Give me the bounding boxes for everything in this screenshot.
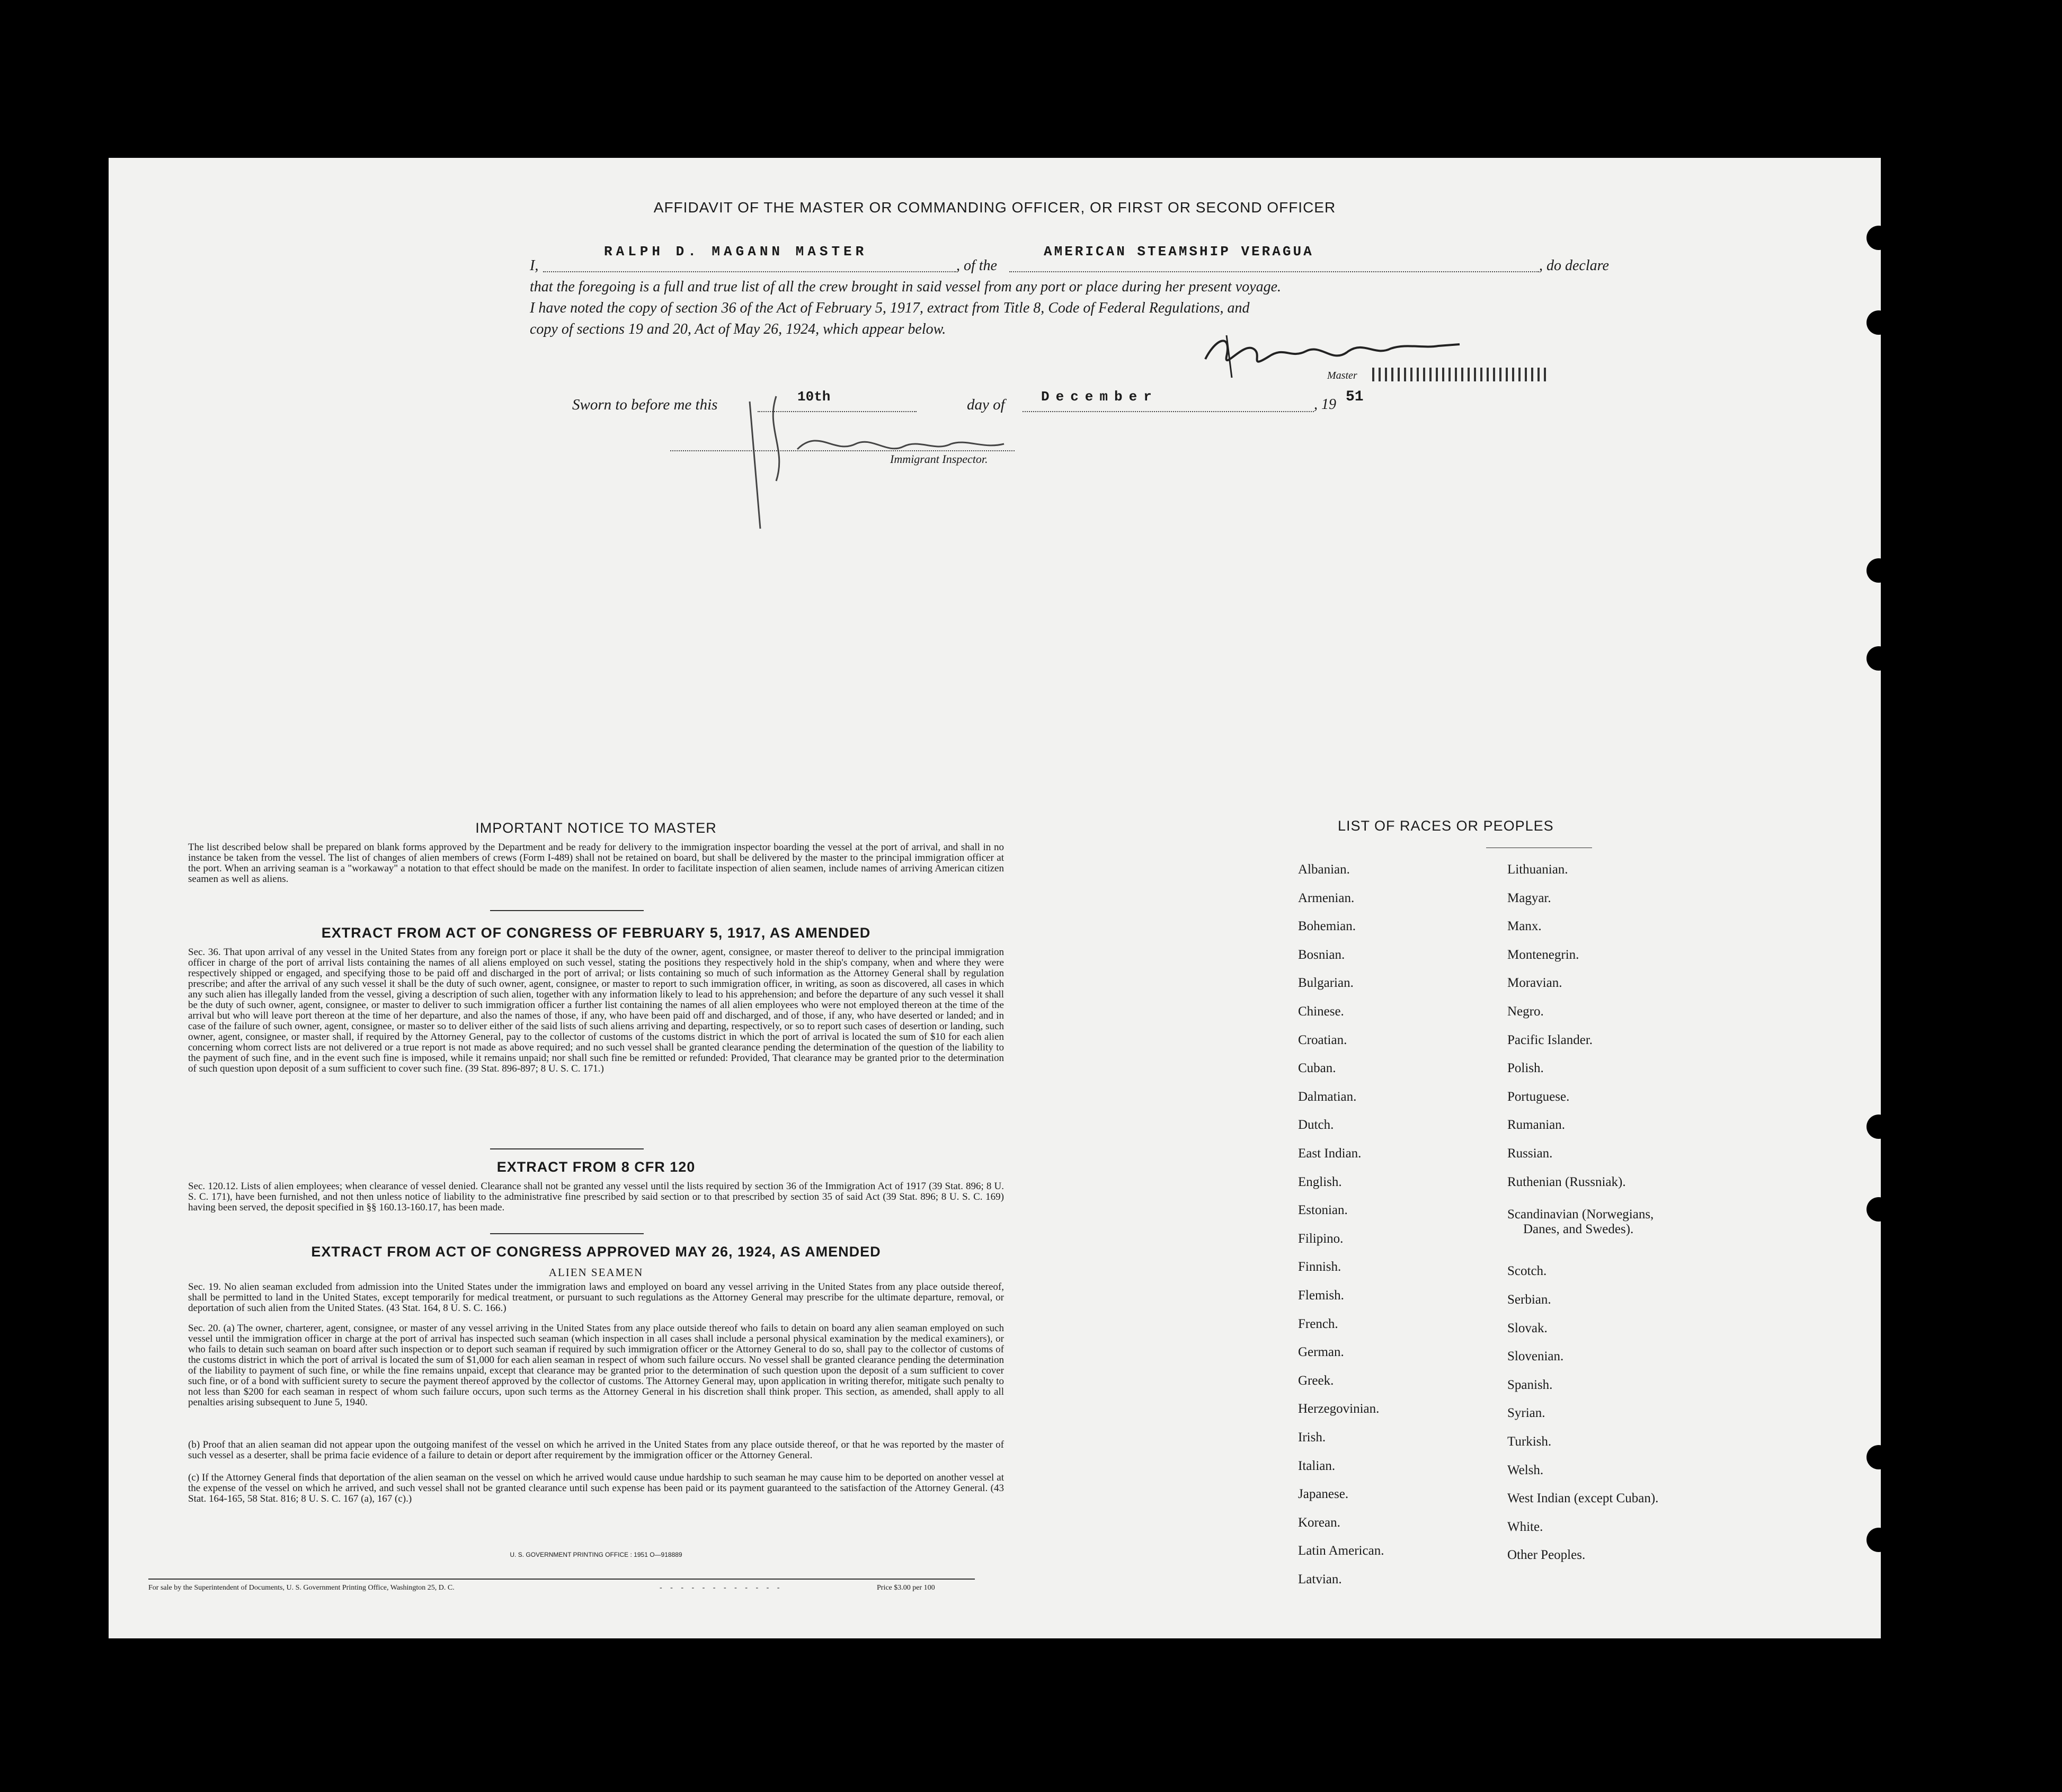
race-item: Moravian. [1507,976,1562,991]
notice-title: IMPORTANT NOTICE TO MASTER [475,820,717,836]
extract-1924-sec20b: (b) Proof that an alien seaman did not appear upon the outgoing manifest of the vessel on which he arrived in the United States from any place outside thereof, or that he was reported by the master of such vessel as a deserter, shall be prima facie evidence of a failure to detain or deport after requirement by the immigration officer or the Attorney General. [188,1439,1004,1461]
inspector-line [670,450,1015,451]
name-line [543,271,956,272]
affidavit-line-2: that the foregoing is a full and true list of all the crew brought in said vessel from any port or place during her present voyage. [530,279,1282,295]
master-title-strike [1372,368,1547,381]
divider [490,1148,644,1149]
footer-rule [148,1579,975,1580]
extract-cfr-text: Sec. 120.12. Lists of alien employees; when clearance of vessel denied. Clearance shall not be granted any vessel until the lists required by section 36 of the Immigration Act of 1917 (39 Stat. 896; 8 U. S. C. 171), have been furnished, and not then unless notice of liability to the administrative fine prescribed by said section or to that prescribed by section 35 of said Act (39 Stat. 896; 8 U. S. C. 169) having been served, the deposit specified in §§ 160.13-160.17, has been made. [188,1181,1004,1213]
race-item: Bosnian. [1298,947,1345,962]
race-item: Bohemian. [1298,919,1356,934]
race-item: Slovak. [1507,1321,1548,1335]
race-item: White. [1507,1519,1543,1534]
race-item: Scotch. [1507,1264,1547,1279]
race-item: Montenegrin. [1507,947,1579,962]
race-item: Dalmatian. [1298,1089,1357,1104]
punch-hole [1867,1528,1891,1552]
race-item: Filipino. [1298,1231,1344,1246]
inspector-label: Immigrant Inspector. [890,452,988,466]
master-label: Master [1327,370,1357,381]
race-item: Estonian. [1298,1203,1348,1218]
sworn-day: 10th [797,389,831,405]
inspector-signature [728,386,1036,545]
race-item: Pacific Islander. [1507,1032,1593,1047]
race-item: Other Peoples. [1507,1548,1586,1563]
race-item: Turkish. [1507,1434,1552,1449]
race-item: Croatian. [1298,1032,1347,1047]
sale-dots: - - - - - - - - - - - - [660,1584,783,1592]
race-item: Ruthenian (Russniak). [1507,1174,1626,1189]
race-item: Bulgarian. [1298,976,1354,991]
race-item: Magyar. [1507,890,1551,905]
punch-hole [1867,1197,1891,1222]
extract-1924-sec20a: Sec. 20. (a) The owner, charterer, agent, consignee, or master of any vessel arriving in the United States from any place outside thereof who fails to detain on board any alien seaman employed on such vessel until the immigration officer in charge at the port of arrival has inspected such seaman (which inspection in all cases shall include a personal physical examination by the medical examiners), or who fails to detain such seaman on board after such inspection or to deport such seaman if required by such immigration officer or the Attorney General to do so, shall pay to the collector of customs of the customs district in which the port of arrival is located the sum of $1,000 for each alien seaman in respect of whom such failure occurs. No vessel shall be granted clearance pending the determination of the liability to payment of such fine, or while the fine remains unpaid, except that clearance may be granted prior to the determination of such question upon the deposit of a sum sufficient to cover such fine, or of a bond with sufficient surety to secure the payment thereof approved by the collector of customs. The Attorney General may, upon application in writing therefor, mitigate such penalty to not less than $200 for each seaman in respect of whom such failure occurs, upon such terms as the Attorney General in his discretion shall think proper. This section, as amended, shall apply to all penalties arising subsequent to June 5, 1940. [188,1323,1004,1408]
race-item: Latin American. [1298,1544,1384,1558]
i-label: I, [530,257,539,274]
race-item: Lithuanian. [1507,862,1568,877]
year-prefix: , 19 [1314,396,1336,413]
extract-1924-title: EXTRACT FROM ACT OF CONGRESS APPROVED MAY 26, 1924, AS AMENDED [311,1244,881,1260]
notice-text: The list described below shall be prepared on blank forms approved by the Department and be ready for delivery to the immigration inspector boarding the vessel at the port of arrival, and shall in no instance be taken from the vessel. The list of changes of alien members of crews (Form I-489) shall not be retained on board, but shall be delivered by the master to the principal immigration officer at the port. When an arriving seaman is a "workaway" a notation to that effect should be made on the manifest. In order to facilitate inspection of alien seamen, include names of arriving American citizen seamen as well as aliens. [188,842,1004,885]
punch-hole [1867,226,1891,250]
punch-hole [1867,310,1891,335]
race-item: Portuguese. [1507,1089,1570,1104]
race-item: Scandinavian (Norwegians, [1507,1207,1654,1222]
race-item: East Indian. [1298,1146,1362,1161]
punch-hole [1867,558,1891,583]
do-declare-label: , do declare [1539,257,1609,274]
sale-notice: For sale by the Superintendent of Documents, U. S. Government Printing Office, Washington 25, D. C. [148,1584,455,1592]
price: Price $3.00 per 100 [877,1584,935,1592]
punch-hole [1867,1115,1891,1139]
document-page [109,158,1881,1638]
affidavit-line-3: I have noted the copy of section 36 of the Act of February 5, 1917, extract from Title 8, Code of Federal Regulations, and [530,300,1250,316]
sworn-label: Sworn to before me this [572,396,718,413]
race-item: Manx. [1507,919,1542,934]
race-item: Chinese. [1298,1004,1344,1019]
extract-1917-title: EXTRACT FROM ACT OF CONGRESS OF FEBRUARY 5, 1917, AS AMENDED [321,925,871,941]
race-item: Russian. [1507,1146,1553,1161]
affidavit-line-4: copy of sections 19 and 20, Act of May 26, 1924, which appear below. [530,321,946,337]
race-item: Korean. [1298,1515,1340,1530]
race-item: French. [1298,1316,1338,1331]
race-item: Welsh. [1507,1463,1544,1477]
race-item: Negro. [1507,1004,1544,1019]
races-title: LIST OF RACES OR PEOPLES [1338,818,1554,834]
day-of-label: day of [967,396,1005,413]
of-the-label: , of the [956,257,997,274]
race-item: Polish. [1507,1061,1544,1076]
punch-hole [1867,1445,1891,1469]
vessel-line [1009,271,1539,272]
printer-mark: U. S. GOVERNMENT PRINTING OFFICE : 1951 O—918889 [510,1551,682,1558]
divider [490,1233,644,1234]
race-item: Flemish. [1298,1288,1344,1303]
race-item: Japanese. [1298,1487,1349,1502]
year-suffix: 51 [1346,389,1364,405]
race-item: Armenian. [1298,890,1355,905]
race-item: Slovenian. [1507,1349,1564,1364]
divider [490,910,644,911]
race-item: Irish. [1298,1430,1326,1445]
race-item: Spanish. [1507,1377,1553,1392]
race-item: Syrian. [1507,1406,1545,1421]
affidavit-title: AFFIDAVIT OF THE MASTER OR COMMANDING OFFICER, OR FIRST OR SECOND OFFICER [653,199,1336,216]
race-item: Italian. [1298,1458,1336,1473]
extract-1924-sec19: Sec. 19. No alien seaman excluded from admission into the United States under the immigration laws and employed on board any vessel arriving in the United States from any place outside thereof, shall be permitted to land in the United States, except temporarily for medical treatment, or pursuant to such regulations as the Attorney General may prescribe for the ultimate departure, removal, or deportation of such alien from the United States. (43 Stat. 164, 8 U. S. C. 166.) [188,1281,1004,1314]
vessel-name: AMERICAN STEAMSHIP VERAGUA [1044,244,1314,260]
race-item: English. [1298,1174,1342,1189]
punch-hole [1867,646,1891,671]
extract-1924-subtitle: ALIEN SEAMEN [548,1266,644,1279]
race-item: West Indian (except Cuban). [1507,1491,1659,1506]
extract-cfr-title: EXTRACT FROM 8 CFR 120 [496,1159,696,1175]
race-item: Cuban. [1298,1061,1336,1076]
extract-1924-sec20c: (c) If the Attorney General finds that deportation of the alien seaman on the vessel on which he arrived would cause undue hardship to such seaman he may cause him to be deported on another vessel at the expense of the vessel on which he arrived, and such vessel shall not be granted clearance until such expense has been paid or its payment guaranteed to the satisfaction of the Attorney General. (43 Stat. 164-165, 58 Stat. 816; 8 U. S. C. 167 (a), 167 (c).) [188,1472,1004,1504]
race-item: Rumanian. [1507,1118,1566,1133]
race-item: Greek. [1298,1373,1334,1388]
race-item: Albanian. [1298,862,1350,877]
extract-1917-text: Sec. 36. That upon arrival of any vessel in the United States from any foreign port or place it shall be the duty of the owner, agent, consignee, or master thereof to deliver to the principal immigration officer in charge of the port of arrival lists containing the names of all aliens employed on such vessel, stating the positions they respectively hold in the ship's company, when and where they were respectively shipped or engaged, and specifying those to be paid off and discharged in the port of arrival; or lists containing so much of such information as the Attorney General shall by regulation prescribe; and after the arrival of any such vessel it shall be the duty of such owner, agent, consignee, or master to report to such immigration officer, in writing, as soon as discovered, all cases in which any such alien has illegally landed from the vessel, giving a description of such alien, together with any information likely to lead to his apprehension; and before the departure of any such vessel it shall be the duty of such owner, agent, consignee, or master to deliver to such immigration officer a further list containing the names of all alien employees who were not employed thereon at the time of the arrival but who will leave port thereon at the time of her departure, and also the names of those, if any, who have been paid off and discharged, and of those, if any, who have deserted or landed; and in case of the failure of such owner, agent, consignee, or master so to deliver either of the said lists of such aliens arriving and departing, respectively, or so to report such cases of desertion or landing, such owner, agent, consignee, or master shall, if required by the Attorney General, pay to the collector of customs of the customs district in which the port of arrival is located the sum of $10 for each alien concerning whom correct lists are not delivered or a true report is not made as above required; and no such vessel shall be granted clearance pending the determination of the question of the liability to the payment of such fine, and in the event such fine is imposed, while it remains unpaid; nor shall such fine be remitted or refunded: Provided, That clearance may be granted prior to the determination of such question upon deposit of a sum sufficient to cover such fine. (39 Stat. 896-897; 8 U. S. C. 171.) [188,947,1004,1074]
race-item: Serbian. [1507,1292,1551,1307]
race-item: Dutch. [1298,1118,1334,1133]
race-item: German. [1298,1345,1344,1360]
race-item-continuation: Danes, and Swedes). [1523,1222,1634,1237]
race-item: Finnish. [1298,1260,1341,1274]
sworn-month: December [1041,389,1158,405]
master-name: RALPH D. MAGANN MASTER [604,244,868,260]
race-item: Herzegovinian. [1298,1402,1380,1416]
month-line [1023,411,1314,412]
race-item: Latvian. [1298,1572,1342,1586]
